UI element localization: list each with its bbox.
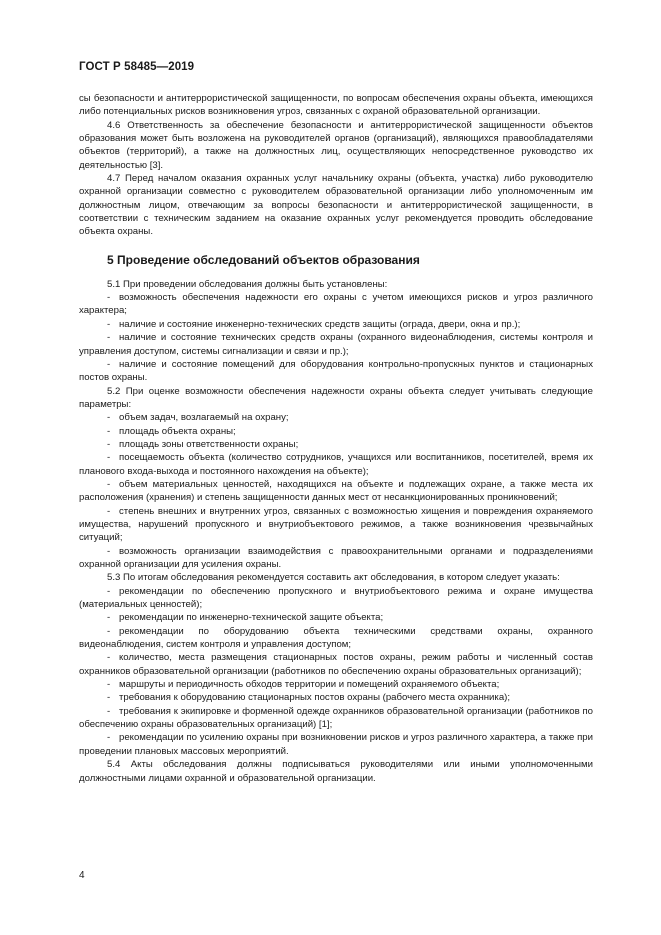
paragraph: 5.3 По итогам обследования рекомендуется составить акт обследования, в котором следует указать: (107, 572, 560, 584)
list-item (79, 611, 593, 624)
list-item-text: рекомендации по усилению охраны при возникновении рисков и угроз различного характера, а также при проведении плановых массовых мероприятий. (79, 732, 593, 757)
list-marker: - (107, 358, 111, 370)
page-number: 4 (79, 870, 85, 881)
list-marker: - (107, 612, 111, 624)
list-marker: - (107, 705, 111, 717)
list-marker: - (107, 452, 111, 464)
list-marker: - (107, 332, 111, 344)
list-marker: - (107, 412, 111, 424)
list-item (79, 505, 593, 545)
list-item-text: возможность организации взаимодействия с правоохранительными органами и подразделениями охранной организации для усиления охраны. (79, 545, 593, 570)
list-item (79, 438, 593, 451)
paragraph: сы безопасности и антитеррористической защищенности, по вопросам обеспечения охраны объекта, имеющихся либо потенциальных рисков возникновения угроз, связанных с охраной образовательной организации. (79, 93, 593, 118)
list-marker: - (107, 679, 111, 691)
list-marker: - (107, 478, 111, 490)
document-header: ГОСТ Р 58485—2019 (79, 61, 195, 73)
list-item-text: наличие и состояние помещений для оборудования контрольно-пропускных пунктов и стационарных постов охраны. (79, 358, 593, 384)
list-marker: - (107, 318, 111, 330)
list-item (79, 318, 593, 331)
section-heading: 5 Проведение обследований объектов образования (107, 252, 420, 267)
paragraph: 5.4 Акты обследования должны подписываться руководителями или иными уполномоченными должностными лицами охранной и образовательной организации. (79, 759, 593, 784)
list-item (79, 478, 593, 505)
list-item (79, 678, 593, 691)
list-item-text: площадь объекта охраны; (119, 425, 236, 437)
list-item (79, 291, 593, 318)
list-item (79, 451, 593, 478)
list-item-text: маршруты и периодичность обходов территории и помещений охраняемого объекта; (119, 679, 500, 691)
list-item (79, 691, 593, 704)
list-item-text: наличие и состояние технических средств охраны (охранного видеонаблюдения, системы контроля и управления доступом, системы сигнализации и связи и пр.); (79, 332, 593, 357)
paragraph: 5.2 При оценке возможности обеспечения надежности охраны объекта следует учитывать следующие параметры: (79, 385, 593, 410)
list-item-text: требования к оборудованию стационарных постов охраны (рабочего места охранника); (119, 692, 511, 704)
list-item-text: возможность обеспечения надежности его охраны с учетом имеющихся рисков и угроз различного характера; (79, 292, 593, 317)
list-item (79, 331, 593, 358)
list-item (79, 411, 593, 424)
list-item (79, 358, 593, 385)
list-marker: - (107, 732, 111, 744)
list-item-text: объем задач, возлагаемый на охрану; (119, 412, 289, 424)
list-item (79, 651, 593, 678)
list-item-text: площадь зоны ответственности охраны; (119, 438, 299, 450)
list-item-text: рекомендации по инженерно-технической защите объекта; (119, 612, 384, 624)
list-marker: - (107, 545, 111, 557)
list-item (79, 545, 593, 572)
list-marker: - (107, 425, 111, 437)
list-marker: - (107, 585, 111, 597)
list-marker: - (107, 625, 111, 637)
document-body (79, 92, 593, 785)
paragraph: 4.6 Ответственность за обеспечение безопасности и антитеррористической защищенности объектов образования может быть возложена на руководителей органов (организаций), являющихся правообладателями объектов (территорий), а также на должностных лиц, осуществляющих непосредственное руководство их деятельностью [3]. (79, 119, 593, 171)
list-item-text: объем материальных ценностей, находящихся на объекте и подлежащих охране, а также места их расположения (хранения) и степень защищенности данных мест от несанкционированных проникновений; (79, 478, 593, 504)
list-item-text: наличие и состояние инженерно-технических средств защиты (ограда, двери, окна и пр.); (119, 318, 521, 330)
list-marker: - (107, 505, 111, 517)
list-item (79, 625, 593, 652)
list-item-text: степень внешних и внутренних угроз, связанных с возможностью хищения и повреждения охраняемого имущества, нарушений пропускного и внутриобъектового режимов, а также возникновения чрезвычайных ситуаций; (79, 505, 593, 544)
paragraph: 4.7 Перед началом оказания охранных услуг начальнику охраны (объекта, участка) либо руководителю охранной организации совместно с руководителем образовательной организации либо уполномоченным им должностным лицом, отвечающим за вопросы безопасности и антитеррористической защищенности, в соответствии с техническим заданием на оказание охранных услуг рекомендуется проводить обследование объекта охраны. (79, 173, 593, 238)
intro-text (79, 92, 593, 239)
list-item (79, 585, 593, 612)
section-text (79, 278, 593, 785)
list-marker: - (107, 652, 111, 664)
paragraph: 5.1 При проведении обследования должны быть установлены: (107, 278, 388, 290)
list-marker: - (107, 292, 111, 304)
list-item (79, 705, 593, 732)
list-marker: - (107, 438, 111, 450)
list-item-text: посещаемость объекта (количество сотрудников, учащихся или воспитанников, посетителей, время их планового входа-выхода и постоянного нахождения на объекте); (79, 452, 593, 477)
list-marker: - (107, 692, 111, 704)
list-item-text: требования к экипировке и форменной одежде охранников образовательной организации (работников по обеспечению охраны образовательных организаций) [1]; (79, 705, 593, 731)
list-item (79, 425, 593, 438)
list-item-text: рекомендации по оборудованию объекта техническими средствами охраны, охранного видеонаблюдения, систем контроля и управления доступом; (79, 625, 593, 651)
list-item-text: рекомендации по обеспечению пропускного и внутриобъектового режима и охране имущества (материальных ценностей); (79, 585, 593, 611)
list-item (79, 731, 593, 758)
list-item-text: количество, места размещения стационарных постов охраны, режим работы и численный состав охранников образовательной организации (работников по обеспечению охраны образовательных организаций); (79, 652, 593, 677)
